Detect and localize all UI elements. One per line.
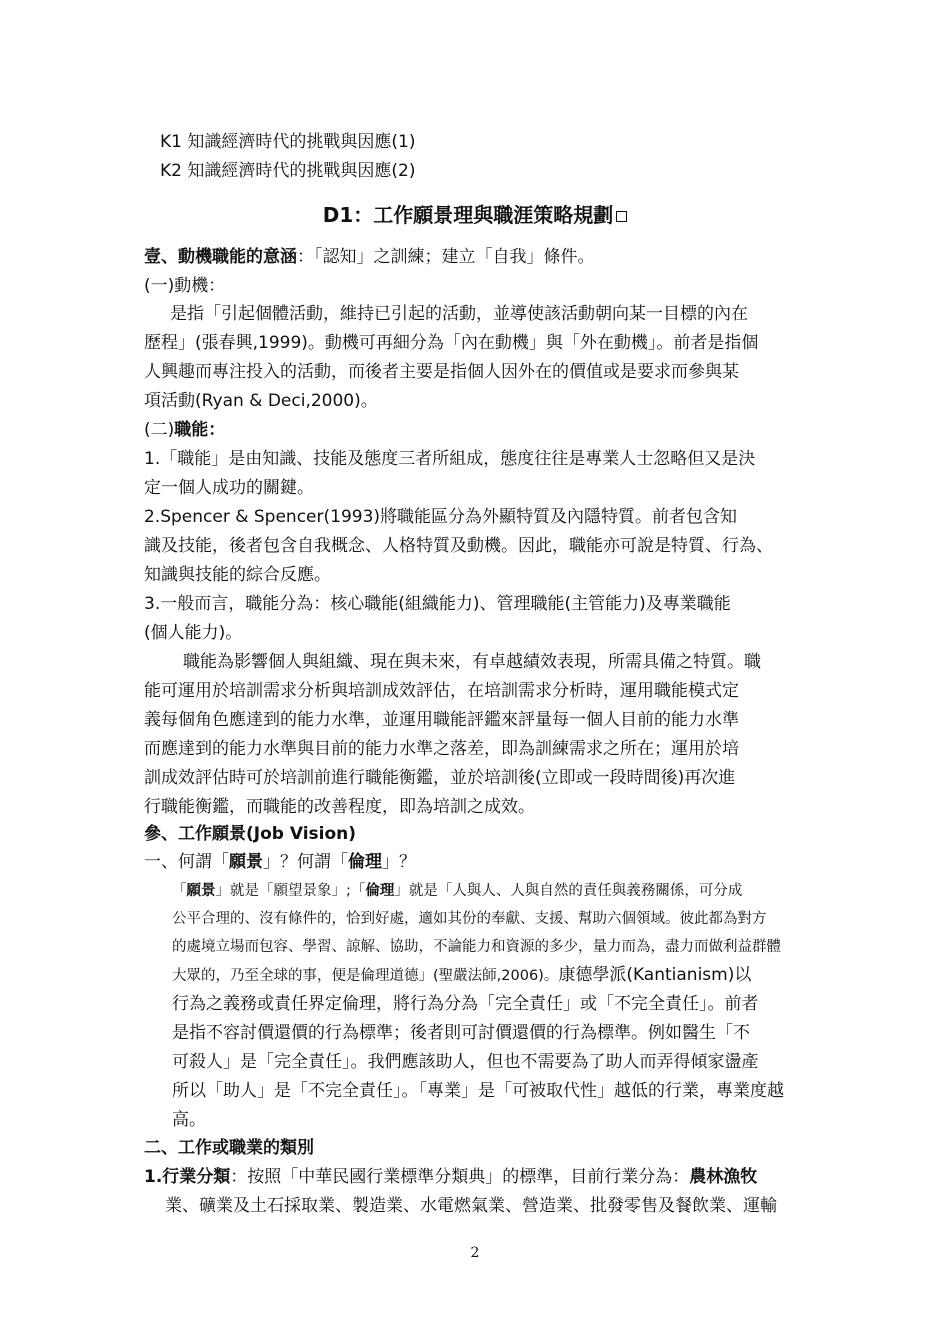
industry-item xyxy=(144,1163,757,1192)
toc-k2[interactable]: K2 知識經濟時代的挑戰與因應(2) xyxy=(160,161,416,181)
definition-part: 「 xyxy=(172,883,187,899)
list-item: 3.一般而言，職能分為：核心職能(組織能力)、管理職能(主管能力)及專業職能 xyxy=(144,594,731,614)
paragraph-line: 歷程」(張春興,1999)。動機可再細分為「內在動機」與「外在動機」。前者是指個 xyxy=(144,333,759,353)
definition-vision: 願景 xyxy=(186,883,216,899)
paragraph-line: 高。 xyxy=(172,1110,206,1130)
definition-part: 大眾的，乃至全球的事，便是倫理道德」(聖嚴法師,2006)。 xyxy=(172,968,559,984)
paragraph-line: 行為之義務或責任界定倫理，將行為分為「完全責任」或「不完全責任」。前者 xyxy=(172,994,759,1014)
square-icon xyxy=(616,211,627,222)
section4-heading: 二、工作或職業的類別 xyxy=(144,1138,314,1158)
definition-line: 的處境立場而包容、學習、諒解、協助，不論能力和資源的多少，量力而為，盡力而做利益群體 xyxy=(172,939,781,955)
paragraph-line: 行職能衡鑑，而職能的改善程度，即為培訓之成效。 xyxy=(144,797,535,817)
definition-part: 康德學派(Kantianism)以 xyxy=(558,965,752,985)
paragraph-line: 可殺人」是「完全責任」。我們應該助人，但也不需要為了助人而弄得傾家盪產 xyxy=(172,1052,759,1072)
definition-line: 公平合理的、沒有條件的，恰到好處，適如其份的奉獻、支援、幫助六個領域。彼此都為對方 xyxy=(172,911,767,927)
page-title-text: D1：工作願景理與職涯策略規劃 xyxy=(322,203,614,227)
paragraph-line: 是指「引起個體活動，維持已引起的活動，並導使該活動朝向某一目標的內在 xyxy=(170,304,748,324)
list-item: 1.「職能」是由知識、技能及態度三者所組成，態度往往是專業人士忽略但又是決 xyxy=(144,449,756,469)
section1-heading-rest: ：「認知」之訓練；建立「自我」條件。 xyxy=(297,247,595,267)
definition-part: 」就是「人與人、人與自然的責任與義務關係，可分成 xyxy=(394,883,743,899)
paragraph-line: 而應達到的能力水準與目前的能力水準之落差，即為訓練需求之所在；運用於培 xyxy=(144,739,739,759)
paragraph-line: 項活動(Ryan & Deci,2000)。 xyxy=(144,391,378,411)
question-line xyxy=(144,848,416,877)
paragraph-line: 所以「助人」是「不完全責任」。「專業」是「可被取代性」越低的行業，專業度越 xyxy=(172,1081,784,1101)
industry-first: 農林漁牧 xyxy=(689,1167,758,1187)
paragraph-line: 訓成效評估時可於培訓前進行職能衡鑑，並於培訓後(立即或一段時間後)再次進 xyxy=(144,768,736,788)
subheading-motivation: (一)動機： xyxy=(144,276,226,296)
definition-line xyxy=(172,961,751,991)
question-part: 一、何謂「 xyxy=(144,852,229,872)
definition-ethics: 倫理 xyxy=(365,883,395,899)
subheading-competency-num: (二) xyxy=(144,420,175,440)
question-part: 」？何謂「 xyxy=(263,852,348,872)
paragraph-line: 能可運用於培訓需求分析與培訓成效評估，在培訓需求分析時，運用職能模式定 xyxy=(144,681,739,701)
section1-heading-bold: 壹、動機職能的意涵 xyxy=(144,247,297,267)
paragraph-line: 人興趣而專注投入的活動，而後者主要是指個人因外在的價值或是要求而參與某 xyxy=(144,362,739,382)
paragraph-line: 是指不容討價還價的行為標準；後者則可討價還價的行為標準。例如醫生「不 xyxy=(172,1023,750,1043)
paragraph-line: 職能為影響個人與組織、現在與未來，有卓越績效表現，所需具備之特質。職 xyxy=(183,652,761,672)
question-vision: 願景 xyxy=(229,852,263,872)
toc-k1[interactable]: K1 知識經濟時代的挑戰與因應(1) xyxy=(160,132,416,152)
paragraph-line: 義每個角色應達到的能力水準，並運用職能評鑑來評量每一個人目前的能力水準 xyxy=(144,710,739,730)
industry-item-continued: 業、礦業及土石採取業、製造業、水電燃氣業、營造業、批發零售及餐飲業、運輸 xyxy=(165,1196,777,1216)
page-number: 2 xyxy=(470,1245,480,1261)
list-item: 2.Spencer & Spencer(1993)將職能區分為外顯特質及內隱特質。前者包含知 xyxy=(144,507,738,527)
list-item: (個人能力)。 xyxy=(144,623,243,643)
subheading-competency-label: 職能： xyxy=(174,420,226,440)
question-ethics: 倫理 xyxy=(348,852,382,872)
list-item: 知識與技能的綜合反應。 xyxy=(144,565,331,585)
definition-part: 」就是「願望景象」;「 xyxy=(215,883,366,899)
section1-heading xyxy=(144,243,595,272)
subheading-competency xyxy=(144,416,225,445)
list-item: 識及技能，後者包含自我概念、人格特質及動機。因此，職能亦可說是特質、行為、 xyxy=(144,536,773,556)
question-part: 」？ xyxy=(382,852,416,872)
section3-heading: 參、工作願景(Job Vision) xyxy=(144,824,357,844)
list-item: 定一個人成功的關鍵。 xyxy=(144,478,314,498)
definition-line xyxy=(172,877,742,906)
industry-text: ：按照「中華民國行業標準分類典」的標準，目前行業分為： xyxy=(230,1167,690,1187)
page-title xyxy=(0,200,950,230)
industry-label: 1.行業分類 xyxy=(144,1167,231,1187)
